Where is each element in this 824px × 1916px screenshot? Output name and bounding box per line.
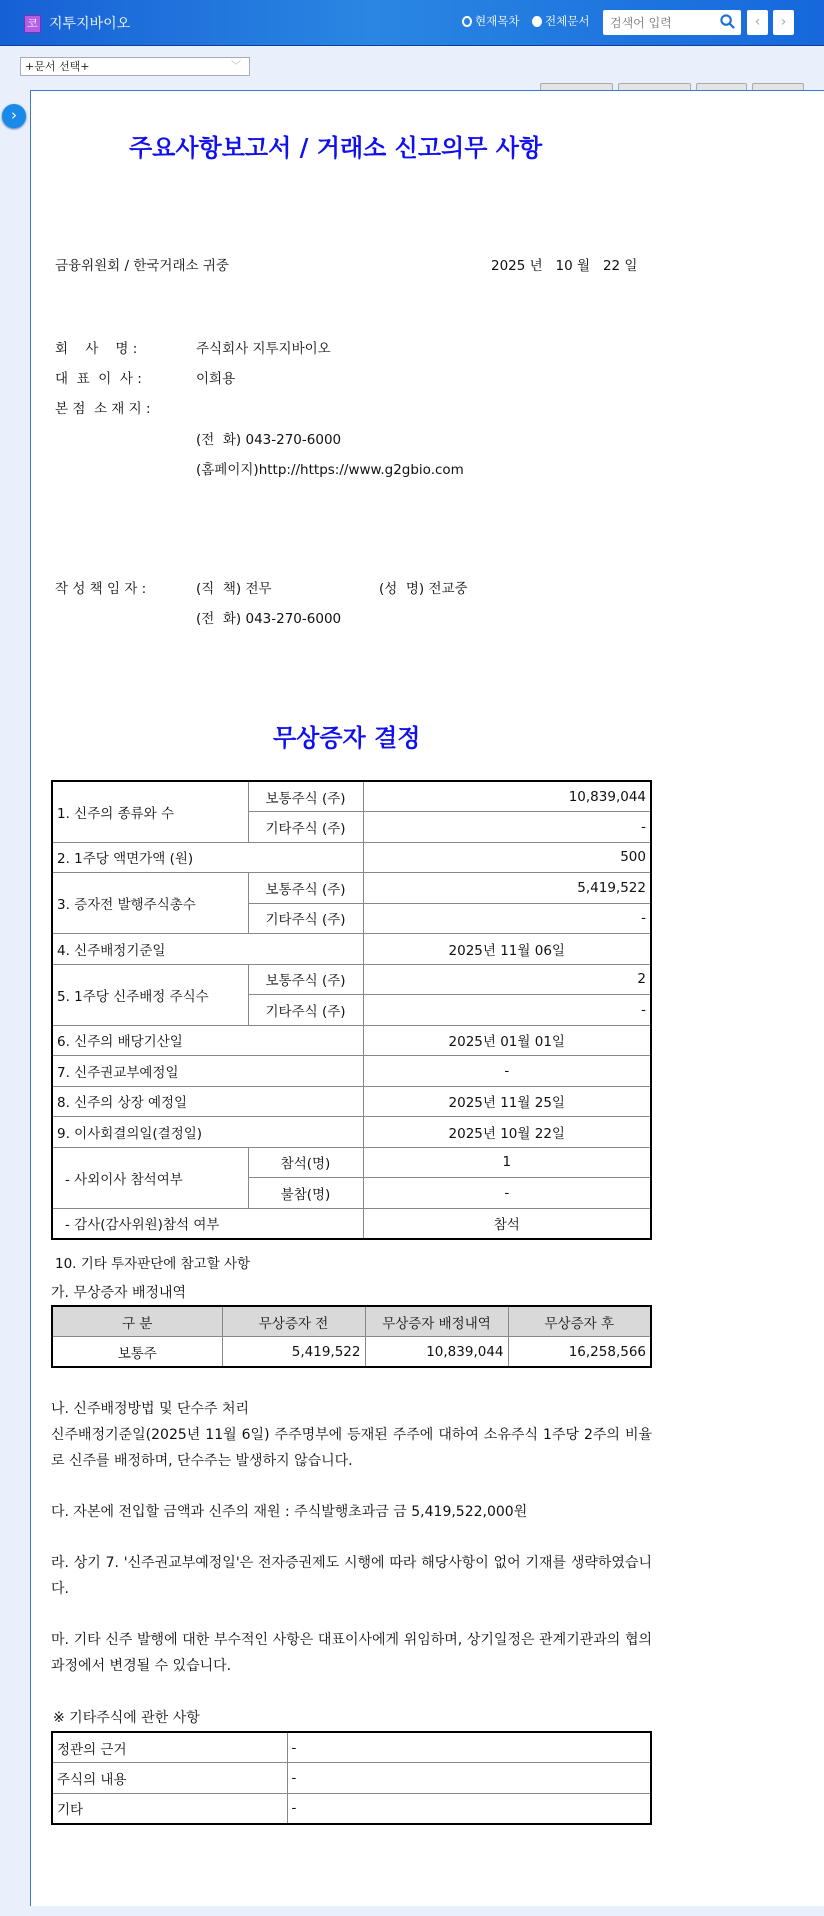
note-da: 다. 자본에 전입할 금액과 신주의 재원 : 주식발행초과금 금 5,419,522,000원	[51, 1504, 528, 1520]
note-na-body: 신주배정기준일(2025년 11월 6일) 주주명부에 등재된 주주에 대하여 소유주식 1주당 2주의 비율로 신주를 배정하며, 단수주는 발생하지 않습니다.	[51, 1427, 652, 1469]
cell-value: -	[287, 1732, 651, 1763]
sub-label: 보통주식 (주)	[248, 873, 363, 904]
sub-label: 보통주식 (주)	[248, 781, 363, 812]
row-label: 주식의 내용	[52, 1763, 287, 1794]
cell-value: 16,258,566	[508, 1337, 651, 1368]
sub-label: 기타주식 (주)	[248, 812, 363, 843]
report-date: 2025 년 10 월 22 일	[491, 258, 638, 274]
note-ra: 라. 상기 7. '신주권교부예정일'은 전자증권제도 시행에 따라 해당사항이 없어 기재를 생략하였습니다.	[51, 1555, 652, 1597]
table-row	[52, 1732, 651, 1763]
cell-value: -	[363, 903, 651, 934]
column-header: 무상증자 전	[222, 1306, 365, 1337]
row-label: 정관의 근거	[52, 1732, 287, 1763]
company-value: 주식회사 지투지바이오	[196, 341, 331, 357]
cell-value: 2025년 01월 01일	[363, 1025, 651, 1056]
document-select[interactable]	[20, 57, 250, 76]
addressee: 금융위원회 / 한국거래소 귀중	[55, 258, 229, 274]
search-input[interactable]	[603, 10, 708, 35]
row-label: 9. 이사회결의일(결정일)	[52, 1117, 363, 1148]
writer-name: (성 명) 전교중	[379, 581, 468, 597]
company-name: 지투지바이오	[49, 16, 131, 32]
company-label: 회 사 명 :	[55, 341, 138, 357]
table-row	[52, 1117, 651, 1148]
table-row	[52, 781, 651, 812]
company-logo-icon: 코	[24, 15, 41, 33]
cell-value: -	[287, 1763, 651, 1794]
table-row	[52, 1025, 651, 1056]
row-label: 7. 신주권교부예정일	[52, 1056, 363, 1087]
writer-title: (직 책) 전무	[196, 581, 272, 597]
table-row	[52, 1337, 651, 1368]
cell-value: 2025년 11월 25일	[363, 1086, 651, 1117]
chevron-down-icon: ﹀	[231, 61, 241, 72]
column-header: 무상증자 배정내역	[365, 1306, 508, 1337]
cell-value: 참석	[363, 1208, 651, 1239]
radio-label: 현재목차	[475, 14, 520, 28]
sidebar-toggle-chevron-right-icon[interactable]: ›	[2, 104, 26, 128]
sub-label: 기타주식 (주)	[248, 903, 363, 934]
table-row	[52, 1086, 651, 1117]
top-header	[0, 0, 824, 46]
ceo-value: 이희용	[196, 371, 236, 387]
radio-label: 전체문서	[545, 14, 590, 28]
note-ma: 마. 기타 신주 발행에 대한 부수적인 사항은 대표이사에게 위임하며, 상기일정은 관계기관과의 협의 과정에서 변경될 수 있습니다.	[51, 1632, 652, 1674]
sub-label: 기타주식 (주)	[248, 995, 363, 1026]
table-row	[52, 873, 651, 904]
row-label: - 감사(감사위원)참석 여부	[52, 1208, 363, 1239]
cell-value: 2025년 10월 22일	[363, 1117, 651, 1148]
address-label: 본 점 소 재 지 :	[55, 401, 151, 417]
cell-value: 2025년 11월 06일	[363, 934, 651, 965]
table-row	[52, 934, 651, 965]
cell-value: -	[363, 812, 651, 843]
row-label: 8. 신주의 상장 예정일	[52, 1086, 363, 1117]
cell-value: 10,839,044	[365, 1337, 508, 1368]
other-shares-heading: ※ 기타주식에 관한 사항	[53, 1710, 200, 1726]
table-header-row	[52, 1306, 651, 1337]
other-shares-table	[51, 1731, 652, 1825]
table-row	[52, 1208, 651, 1239]
ceo-label: 대 표 이 사 :	[55, 371, 142, 387]
section-title: 무상증자 결정	[273, 723, 421, 752]
cell-value: 2	[363, 964, 651, 995]
search-icon[interactable]	[720, 14, 735, 29]
row-label: 4. 신주배정기준일	[52, 934, 363, 965]
allocation-heading: 가. 무상증자 배정내역	[51, 1285, 187, 1301]
row-label: 5. 1주당 신주배정 주식수	[52, 964, 248, 1025]
row-label: 6. 신주의 배당기산일	[52, 1025, 363, 1056]
cell-value: -	[363, 1056, 651, 1087]
column-header: 구 분	[52, 1306, 222, 1337]
radio-all-docs[interactable]	[532, 13, 589, 29]
radio-current-toc[interactable]	[462, 13, 519, 29]
note-10-heading: 10. 기타 투자판단에 참고할 사항	[55, 1256, 251, 1272]
cell-value: -	[287, 1793, 651, 1824]
sub-label: 불참(명)	[248, 1178, 363, 1209]
writer-phone: (전 화) 043-270-6000	[196, 611, 342, 627]
bonus-issue-table	[51, 780, 652, 1240]
phone: (전 화) 043-270-6000	[196, 432, 342, 448]
next-button[interactable]: ›	[773, 10, 794, 35]
cell-value: 5,419,522	[363, 873, 651, 904]
writer-label: 작 성 책 임 자 :	[55, 581, 147, 597]
table-row	[52, 964, 651, 995]
report-title: 주요사항보고서 / 거래소 신고의무 사항	[129, 133, 543, 162]
homepage: (홈페이지)http://https://www.g2gbio.com	[196, 462, 464, 478]
document-select-value: +문서 선택+	[25, 60, 90, 73]
cell-value: 5,419,522	[222, 1337, 365, 1368]
sub-label: 보통주식 (주)	[248, 964, 363, 995]
row-label: 3. 증자전 발행주식총수	[52, 873, 248, 934]
table-row	[52, 1793, 651, 1824]
table-row	[52, 1763, 651, 1794]
table-row	[52, 1056, 651, 1087]
row-label: 2. 1주당 액면가액 (원)	[52, 842, 363, 873]
cell-value: 500	[363, 842, 651, 873]
cell-value: 보통주	[52, 1337, 222, 1368]
table-row	[52, 842, 651, 873]
cell-value: 10,839,044	[363, 781, 651, 812]
search-box	[603, 10, 741, 35]
cell-value: 1	[363, 1147, 651, 1178]
row-label: 1. 신주의 종류와 수	[52, 781, 248, 842]
sub-label: 참석(명)	[248, 1147, 363, 1178]
column-header: 무상증자 후	[508, 1306, 651, 1337]
allocation-table	[51, 1305, 652, 1368]
radio-circle-icon	[532, 16, 542, 27]
cell-value: -	[363, 1178, 651, 1209]
note-na-title: 나. 신주배정방법 및 단수주 처리	[51, 1401, 250, 1417]
radio-circle-icon	[462, 16, 472, 27]
row-label: 기타	[52, 1793, 287, 1824]
row-label: - 사외이사 참석여부	[52, 1147, 248, 1208]
cell-value: -	[363, 995, 651, 1026]
table-row	[52, 1147, 651, 1178]
prev-button[interactable]: ‹	[747, 10, 768, 35]
